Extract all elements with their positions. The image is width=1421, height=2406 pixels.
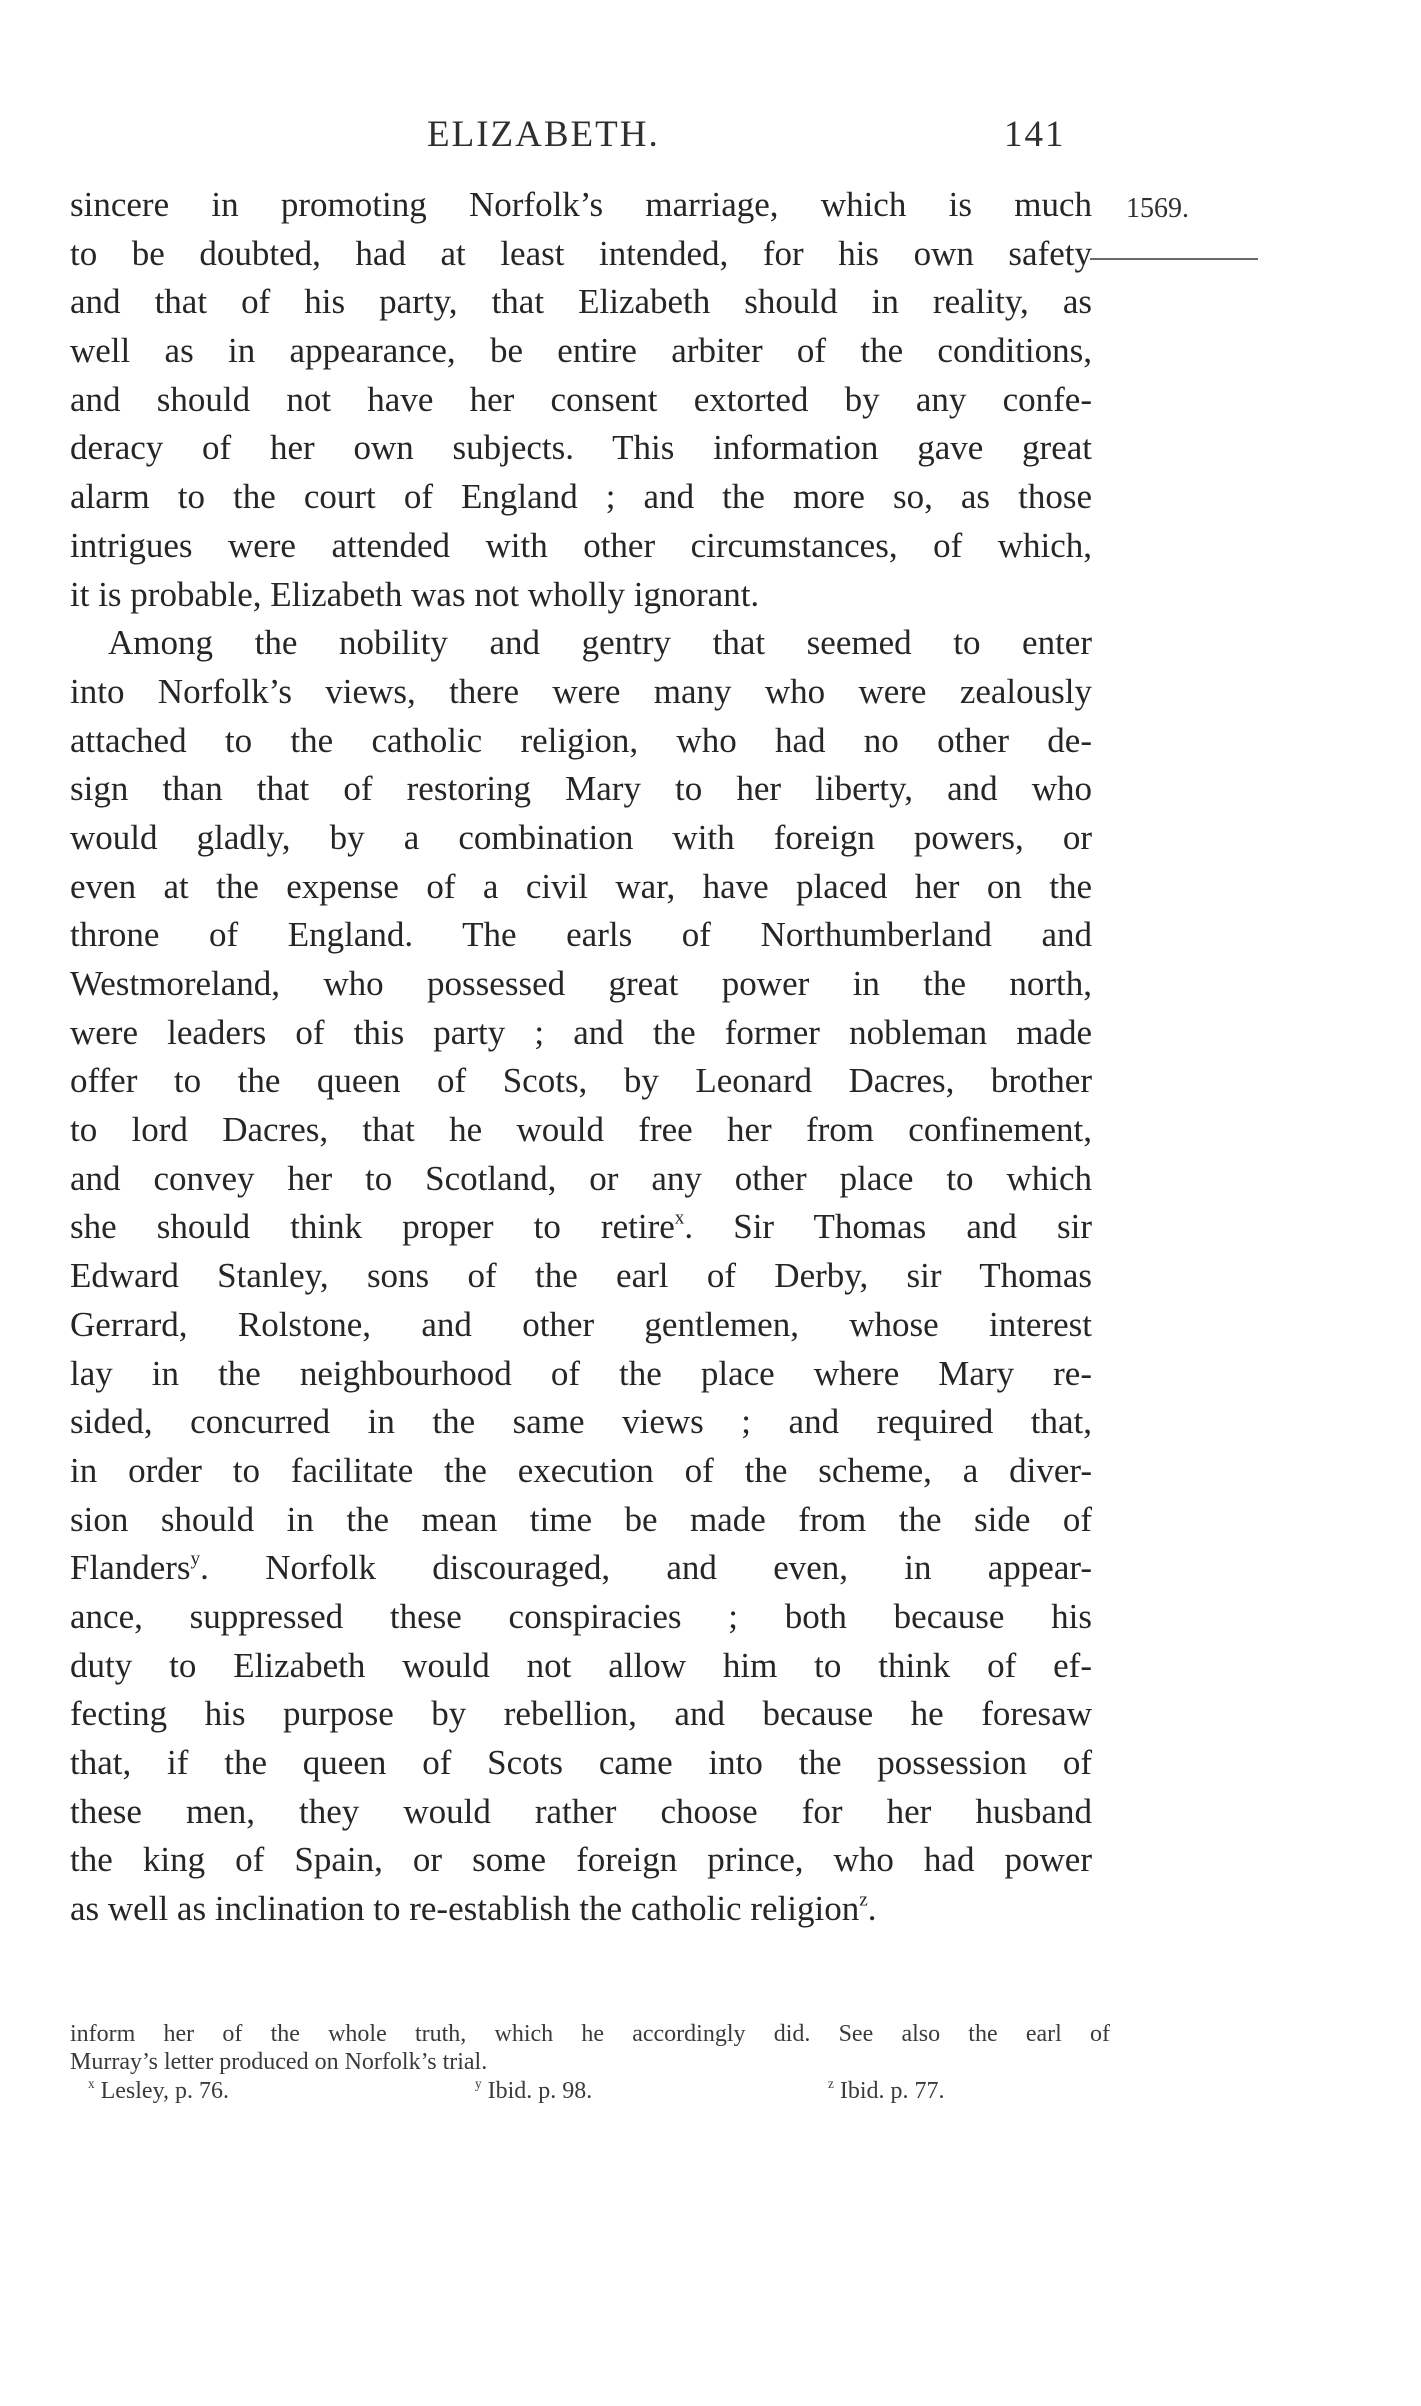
text-line: into Norfolk’s views, there were many who were zealously [70, 671, 1092, 711]
text-line: ance, suppressed these conspiracies ; both because his [70, 1596, 1092, 1636]
text-line-with-ref [70, 1885, 1092, 1934]
text-line: sion should in the mean time be made from the side of [70, 1499, 1092, 1539]
text-line: sincere in promoting Norfolk’s marriage, which is much [70, 185, 1092, 224]
text-line: deracy of her own subjects. This information gave great [70, 428, 1092, 468]
footnote-mark: x [674, 1208, 685, 1229]
footnotes [70, 2020, 1110, 2106]
text-line: attached to the catholic religion, who had no other de- [70, 720, 1092, 760]
margin-year: 1569. [1126, 193, 1189, 224]
paragraph-start-line: Among the nobility and gentry that seemed to enter [108, 623, 1092, 663]
line-text: Flanders [70, 1548, 191, 1588]
body-text [70, 181, 1092, 1934]
footnote-refs [70, 2076, 1110, 2106]
footnote-ref-text: Lesley, p. 76. [100, 2078, 230, 2104]
line-text: . Sir Thomas and sir [684, 1207, 1092, 1247]
text-line: offer to the queen of Scots, by Leonard Dacres, brother [70, 1061, 1092, 1101]
text-line: it is probable, Elizabeth was not wholly ignorant. [70, 574, 760, 614]
text-line: to lord Dacres, that he would free her from confinement, [70, 1110, 1092, 1150]
line-text: as well as inclination to re-establish the catholic religion [70, 1889, 860, 1929]
footnote-ref-mark: y [475, 2076, 482, 2092]
text-line: these men, they would rather choose for her husband [70, 1791, 1092, 1831]
text-line: that, if the queen of Scots came into the possession of [70, 1743, 1092, 1782]
text-line: intrigues were attended with other circumstances, of which, [70, 525, 1092, 565]
line-text: she should think proper to retire [70, 1207, 675, 1247]
text-line-with-ref [70, 1544, 1092, 1593]
footnote-ref [475, 2076, 592, 2106]
footnote-line: Murray’s letter produced on Norfolk’s trial. [70, 2049, 488, 2075]
text-line: duty to Elizabeth would not allow him to think of ef- [70, 1645, 1092, 1685]
text-line: and should not have her consent extorted by any confe- [70, 379, 1092, 419]
text-line: were leaders of this party ; and the former nobleman made [70, 1012, 1092, 1052]
text-line: in order to facilitate the execution of the scheme, a diver- [70, 1450, 1092, 1490]
text-line: Gerrard, Rolstone, and other gentlemen, whose interest [70, 1304, 1092, 1344]
footnote-ref-mark: z [828, 2076, 834, 2092]
running-head [70, 113, 1070, 163]
footnote-line: inform her of the whole truth, which he accordingly did. See also the earl of [70, 2021, 1110, 2047]
text-line: fecting his purpose by rebellion, and because he foresaw [70, 1694, 1092, 1734]
text-line: lay in the neighbourhood of the place where Mary re- [70, 1353, 1092, 1393]
line-text: . Norfolk discouraged, and even, in appear- [200, 1548, 1092, 1588]
footnote-ref [88, 2076, 229, 2106]
text-line: and convey her to Scotland, or any other place to which [70, 1158, 1092, 1198]
text-line: sided, concurred in the same views ; and required that, [70, 1402, 1092, 1442]
footnote-ref-mark: x [88, 2076, 95, 2092]
line-text: . [867, 1889, 877, 1929]
page-number: 141 [1004, 114, 1066, 155]
text-line: Edward Stanley, sons of the earl of Derby, sir Thomas [70, 1256, 1092, 1296]
text-line: throne of England. The earls of Northumberland and [70, 915, 1092, 955]
text-line: would gladly, by a combination with foreign powers, or [70, 817, 1092, 857]
footnote-ref-text: Ibid. p. 77. [839, 2078, 945, 2104]
text-line: the king of Spain, or some foreign prince, who had power [70, 1840, 1092, 1880]
text-line: alarm to the court of England ; and the more so, as those [70, 477, 1092, 517]
running-title: ELIZABETH. [427, 114, 660, 155]
footnote-ref-text: Ibid. p. 98. [487, 2078, 593, 2104]
footnote-mark: y [190, 1548, 201, 1570]
footnote-ref [828, 2076, 945, 2106]
text-line: Westmoreland, who possessed great power in the north, [70, 964, 1092, 1003]
text-line: sign than that of restoring Mary to her liberty, and who [70, 769, 1092, 809]
text-line: well as in appearance, be entire arbiter of the conditions, [70, 331, 1092, 371]
footnote-mark: z [859, 1889, 868, 1911]
text-line-with-ref [70, 1203, 1092, 1252]
text-line: even at the expense of a civil war, have placed her on the [70, 866, 1092, 906]
text-line: and that of his party, that Elizabeth should in reality, as [70, 282, 1092, 322]
margin-rule [1090, 258, 1258, 260]
text-line: to be doubted, had at least intended, for his own safety [70, 233, 1092, 273]
